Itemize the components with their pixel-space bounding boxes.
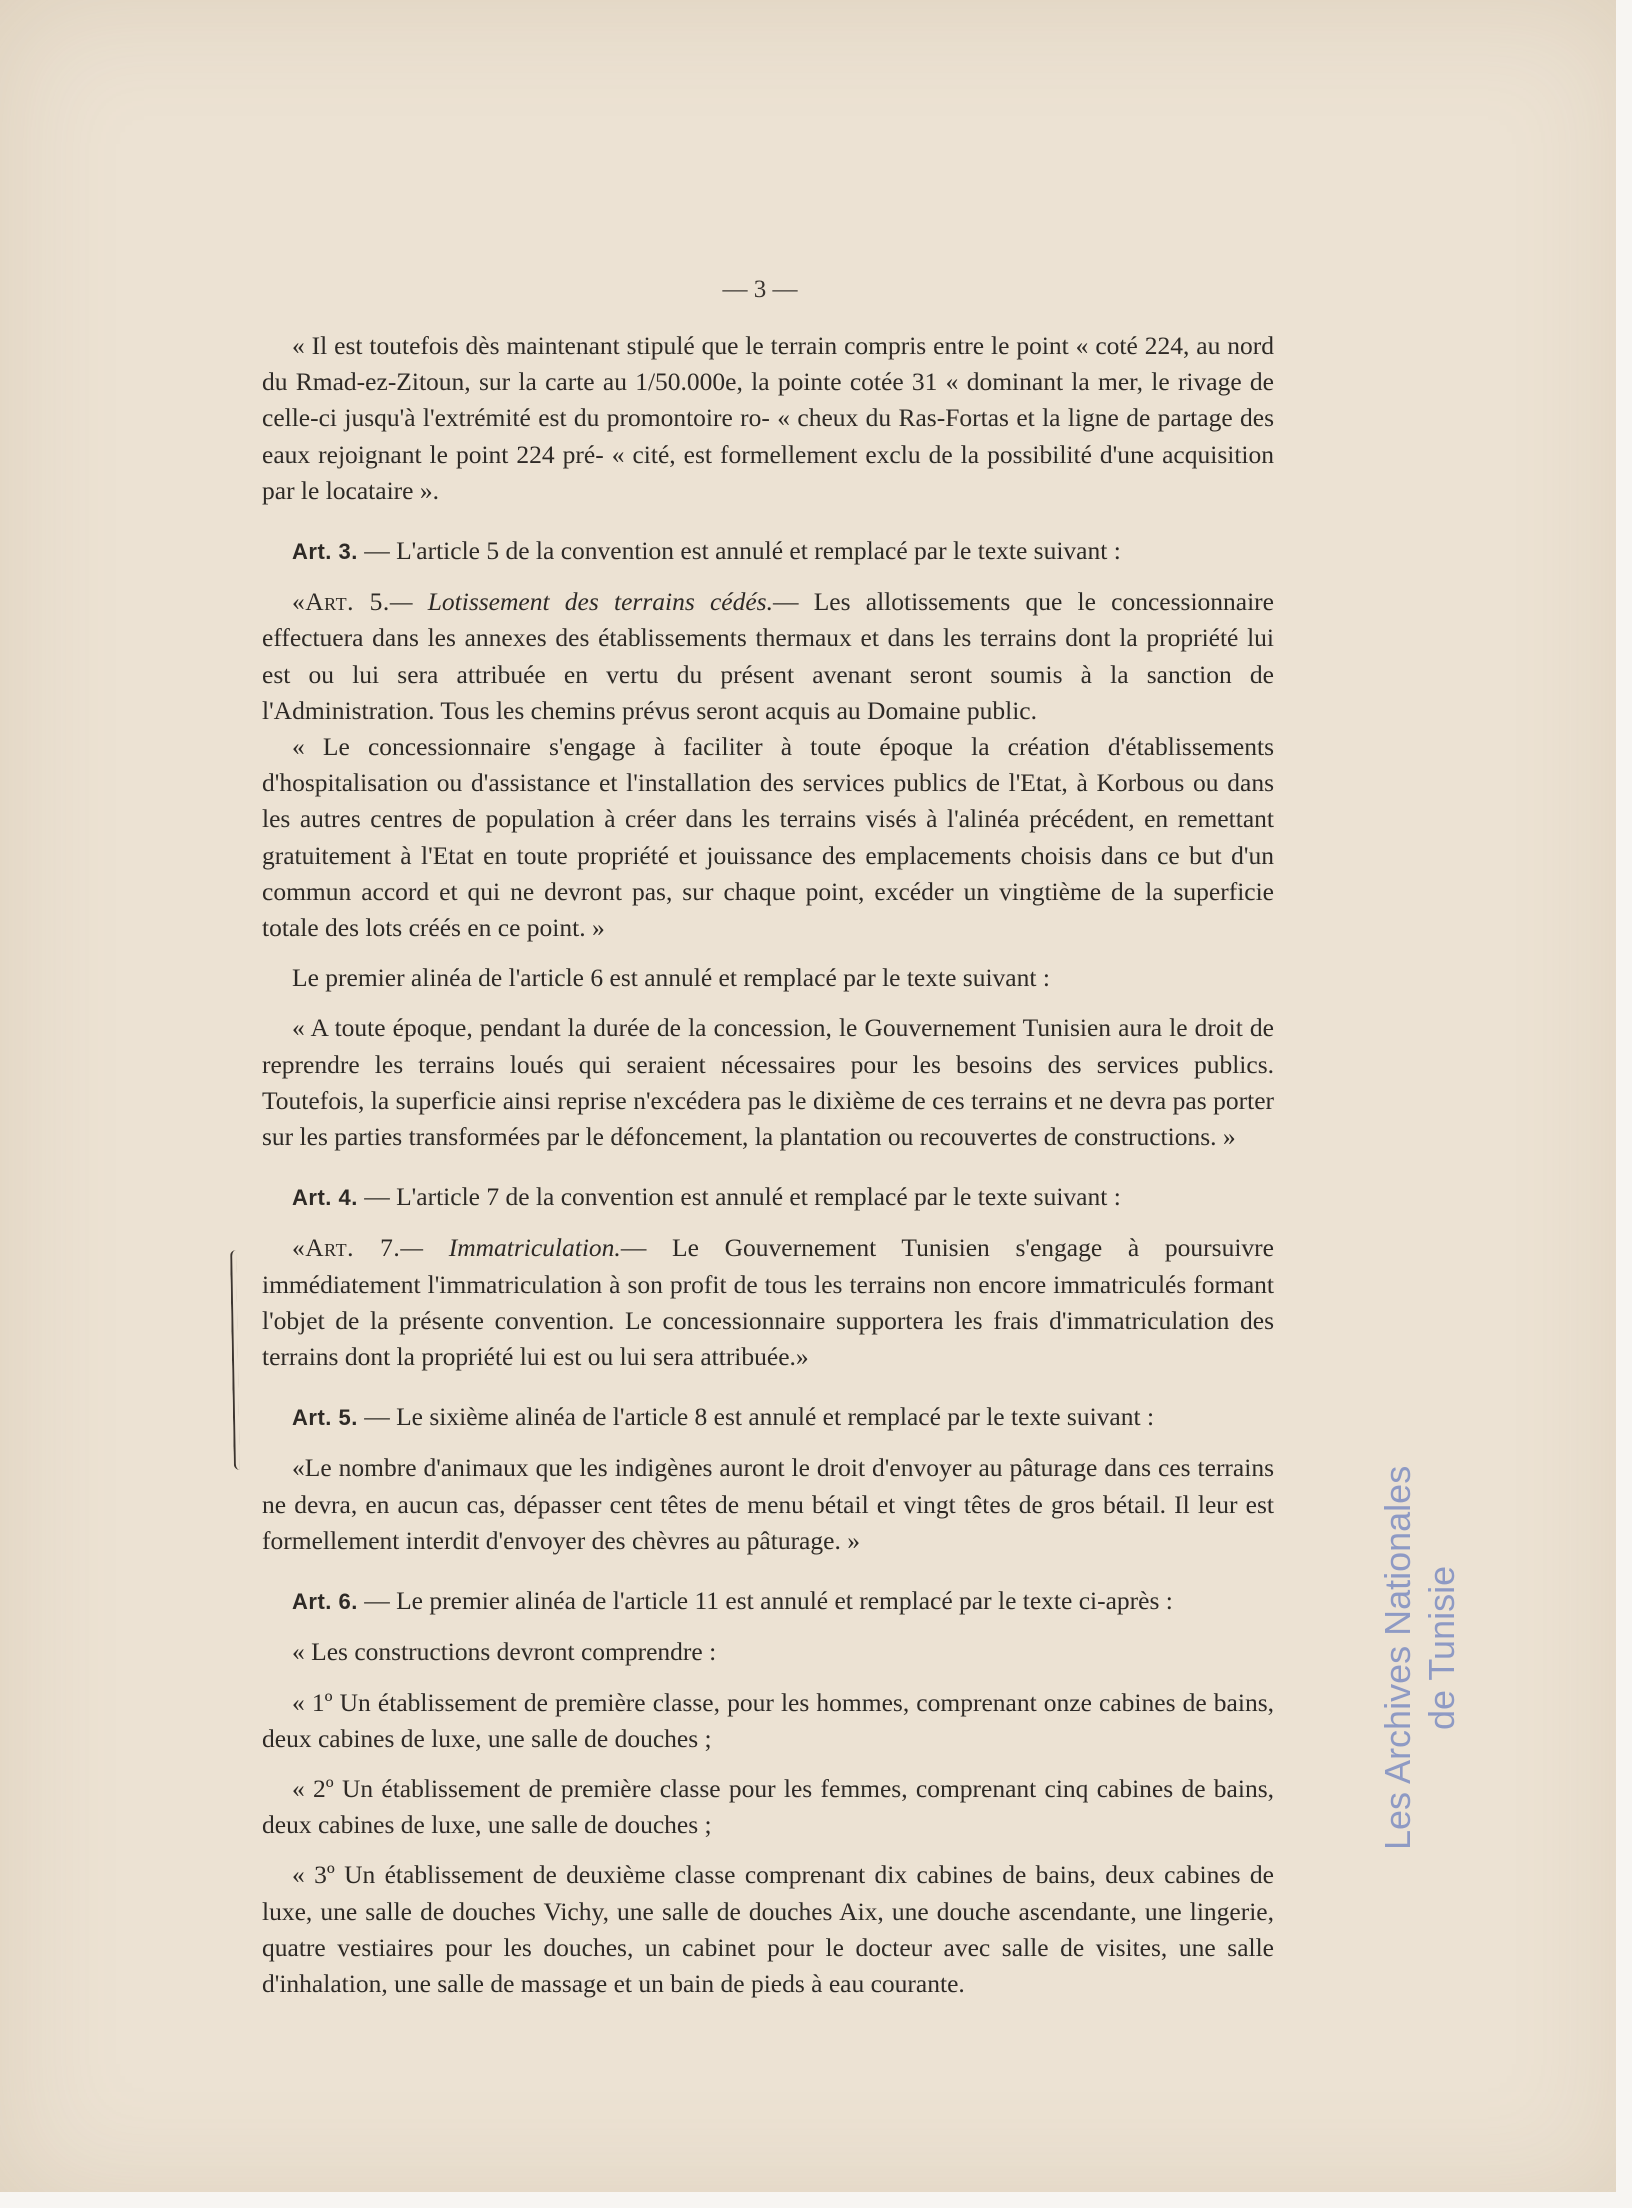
article-4-text: — L'article 7 de la convention est annulé et remplacé par le texte suivant : [357, 1182, 1121, 1212]
article-5b-text: — Le sixième alinéa de l'article 8 est annulé et remplacé par le texte suivant : [357, 1402, 1155, 1432]
article-3-heading [262, 533, 1274, 570]
stamp-line-2: de Tunisie [1421, 1565, 1462, 1730]
art-5-label: «Art. 5. [292, 587, 390, 617]
article-6-text: — Le premier alinéa de l'article 11 est annulé et remplacé par le texte ci-après : [357, 1586, 1173, 1616]
archive-stamp [1352, 1400, 1502, 1860]
paragraph-terrain-exclusion: « Il est toutefois dès maintenant stipulé que le terrain compris entre le point « coté 224, au nord du Rmad-ez-Zitoun, sur la carte au 1/50.000e, la pointe cotée 31 « dominant la mer, le rivage de celle-ci jusqu'à l'extrémité est du promontoire ro- « cheux du Ras-Fortas et la ligne de partage des eaux rejoignant le point 224 pré- « cité, est formellement exclu de la possibilité d'une acquisition par le locataire ». [262, 331, 1274, 505]
art-7-title: — Immatriculation. [400, 1233, 621, 1263]
art-7-text: — Le Gouvernement Tunisien s'engage à poursuivre immédiatement l'immatriculation à son profit de tous les terrains non encore immatriculés formant l'objet de la présente convention. Le concessionnaire supportera les frais d'immatriculation des terrains dont la propriété lui est ou lui sera attribuée.» [262, 1233, 1274, 1372]
paragraph-concessionnaire: « Le concessionnaire s'engage à faciliter à toute époque la création d'établissements d'hospitalisation ou d'assistance et l'installation des services publics de l'Etat, à Korbous ou dans les autres centres de population à créer dans les terrains visés à l'alinéa précédent, en remettant gratuitement à l'Etat en toute propriété et jouissance des emplacements choisis dans ce but d'un commun accord et qui ne devront pas, sur chaque point, excéder un vingtième de la superficie totale des lots créés en ce point. » [262, 732, 1274, 943]
art-5-title: — Lotissement des terrains cédés. [389, 587, 773, 617]
list-item-3: « 3º Un établissement de deuxième classe comprenant dix cabines de bains, deux cabines de luxe, une salle de douches Vichy, une salle de douches Aix, une douche ascendante, une lingerie, quatre vestiaires pour les douches, un cabinet pour le docteur avec salle de visites, une salle d'inhalation, une salle de massage et un bain de pieds à eau courante. [262, 1860, 1274, 1998]
scan-edge-bottom [0, 2192, 1632, 2208]
list-item-2: « 2º Un établissement de première classe pour les femmes, comprenant cinq cabines de bains, deux cabines de luxe, une salle de douches ; [262, 1773, 1274, 1840]
art-5-text: — Les allotissements que le concessionnaire effectuera dans les annexes des établissements thermaux et dans les terrains dont la propriété lui est ou lui sera attribuée en vertu du présent avenant seront soumis à la sanction de l'Administration. Tous les chemins prévus seront acquis au Domaine public. [262, 587, 1274, 725]
article-6-label: Art. 6. [292, 1589, 358, 1615]
page-number: — 3 — [722, 276, 798, 303]
paragraph-article-6-intro: Le premier alinéa de l'article 6 est annulé et remplacé par le texte suivant : [292, 963, 1050, 993]
article-6-heading [262, 1583, 1274, 1620]
article-7-immatriculation [262, 1230, 1274, 1375]
article-4-heading [262, 1179, 1274, 1216]
margin-annotation-line [230, 1250, 240, 1470]
stamp-line-1: Les Archives Nationales [1377, 1465, 1418, 1850]
article-3-label: Art. 3. [292, 539, 358, 565]
paragraph-constructions: « Les constructions devront comprendre : [292, 1637, 717, 1667]
document-body [262, 328, 1274, 2002]
article-5-lotissement [262, 584, 1274, 729]
article-5-heading [262, 1399, 1274, 1436]
art-7-label: «Art. 7. [292, 1233, 401, 1263]
article-4-label: Art. 4. [292, 1185, 358, 1211]
list-item-1: « 1º Un établissement de première classe, pour les hommes, comprenant onze cabines de bains, deux cabines de luxe, une salle de douches ; [262, 1687, 1274, 1753]
paragraph-nombre-animaux: «Le nombre d'animaux que les indigènes auront le droit d'envoyer au pâturage dans ces terrains ne devra, en aucun cas, dépasser cent têtes de menu bétail et vingt têtes de gros bétail. Il leur est formellement interdit d'envoyer des chèvres au pâturage. » [262, 1453, 1274, 1555]
article-3-text: — L'article 5 de la convention est annulé et remplacé par le texte suivant : [357, 536, 1121, 566]
article-5b-label: Art. 5. [292, 1405, 358, 1431]
scan-edge-right [1616, 0, 1632, 2208]
paragraph-a-toute-epoque: « A toute époque, pendant la durée de la concession, le Gouvernement Tunisien aura le droit de reprendre les terrains loués qui seraient nécessaires pour les besoins des services publics. Toutefois, la superficie ainsi reprise n'excédera pas le dixième de ces terrains et ne devra pas porter sur les parties transformées par le défoncement, la plantation ou recouvertes de constructions. » [262, 1013, 1274, 1152]
